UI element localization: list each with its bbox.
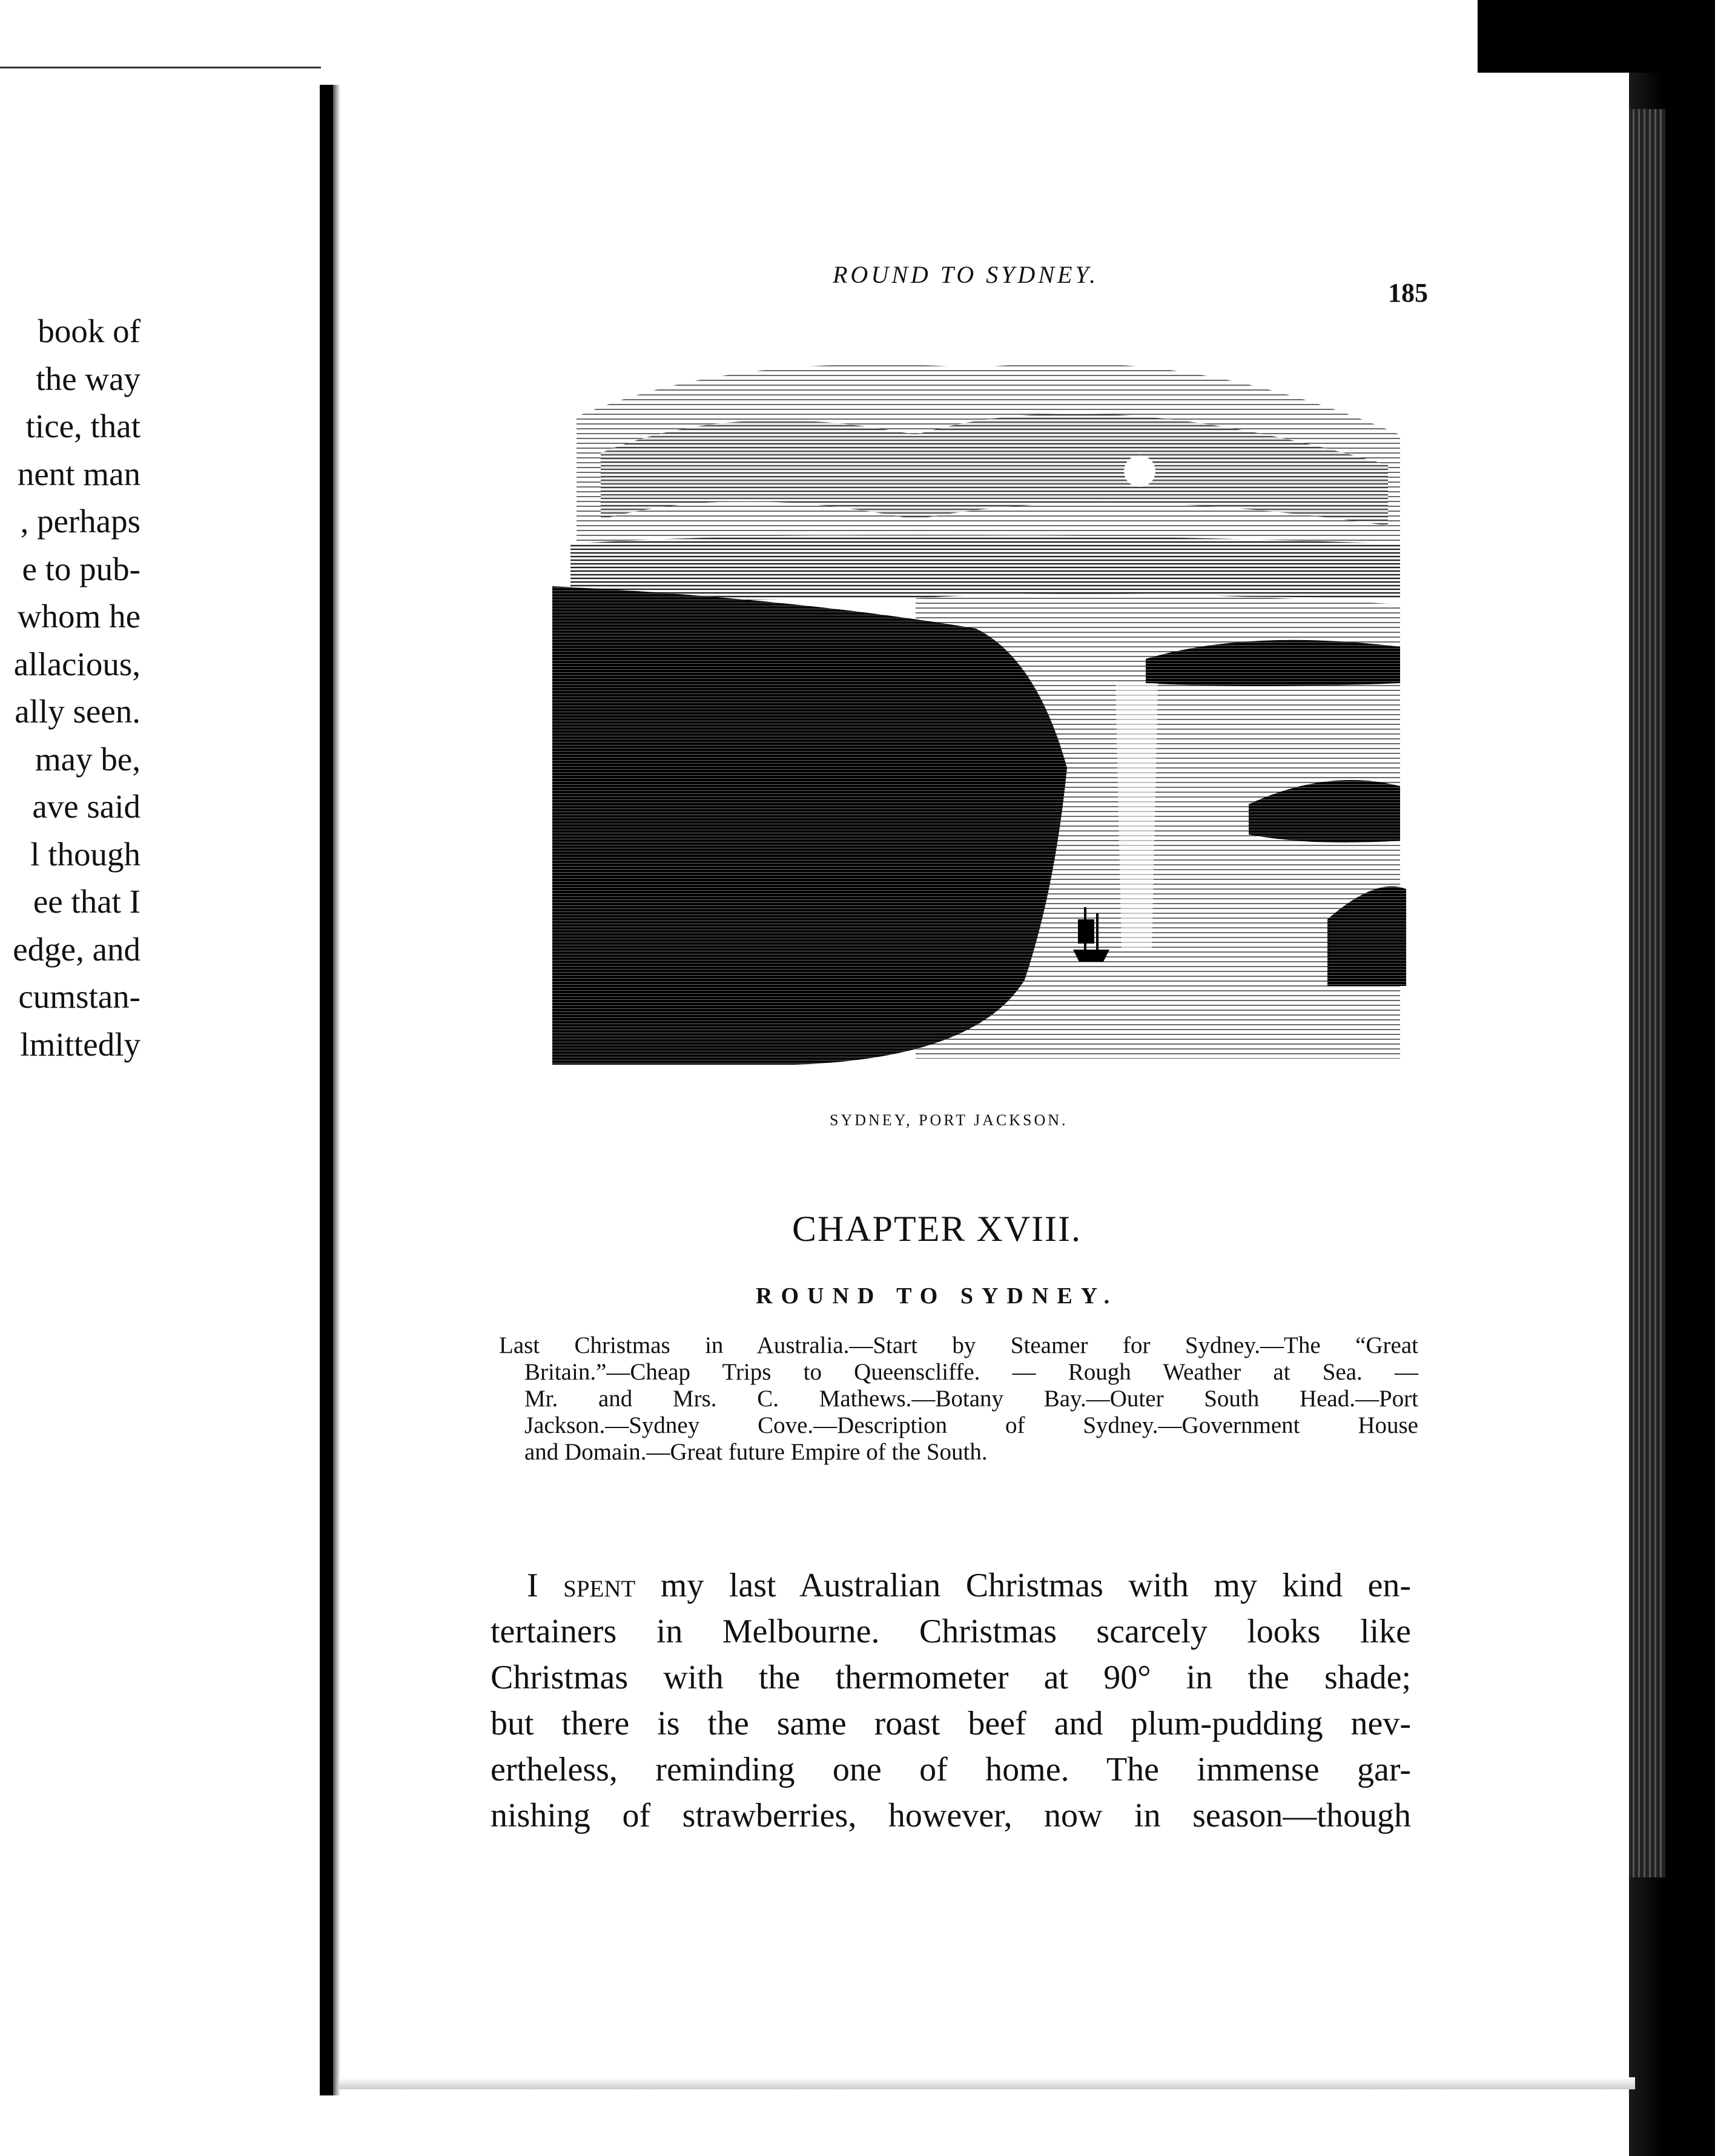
summary-line: and Domain.—Great future Empire of the South. xyxy=(524,1439,988,1465)
left-line: ally seen. xyxy=(15,693,140,730)
moon-reflection xyxy=(1115,683,1158,950)
left-line: allacious, xyxy=(13,645,140,683)
illustration-caption: SYDNEY, PORT JACKSON. xyxy=(830,1111,1068,1129)
left-line: e to pub- xyxy=(22,550,140,587)
book-gutter xyxy=(320,85,333,2095)
gutter-shadow xyxy=(333,85,340,2095)
left-line: edge, and xyxy=(13,930,140,968)
foreground-shore xyxy=(552,586,1067,1065)
scan-border xyxy=(1478,0,1715,73)
page-edges xyxy=(1629,109,1665,1877)
body-line: ertheless, reminding one of home. The immense gar- xyxy=(491,1751,1411,1788)
left-page-text xyxy=(0,308,140,1068)
chapter-title: ROUND TO SYDNEY. xyxy=(756,1283,1119,1309)
body-line: but there is the same roast beef and plum-pudding nev- xyxy=(491,1705,1411,1742)
summary-line: Mr. and Mrs. C. Mathews.—Botany Bay.—Outer South Head.—Port xyxy=(524,1386,1418,1412)
left-line: ee that I xyxy=(33,883,140,920)
left-line: tice, that xyxy=(25,408,140,445)
running-head: ROUND TO SYDNEY. xyxy=(833,261,1099,288)
page-number: 185 xyxy=(1388,278,1428,308)
left-line: book of xyxy=(38,312,140,349)
body-line xyxy=(491,1562,1411,1609)
left-line: lmittedly xyxy=(20,1025,140,1063)
body-line: tertainers in Melbourne. Christmas scarcely looks like xyxy=(491,1613,1411,1650)
left-line: may be, xyxy=(35,740,140,778)
body-text xyxy=(491,1562,1411,1839)
moon xyxy=(1124,455,1155,487)
left-line: ave said xyxy=(32,788,140,825)
left-page-edge xyxy=(0,67,321,68)
page-bottom-edge xyxy=(339,2077,1635,2089)
opening-line-rest: my last Australian Christmas with my kind en- xyxy=(635,1567,1411,1604)
opening-words: I spent xyxy=(527,1567,636,1604)
left-line: the way xyxy=(36,360,140,397)
summary-line: Last Christmas in Australia.—Start by Steamer for Sydney.—The “Great xyxy=(499,1332,1418,1358)
chapter-summary xyxy=(499,1332,1418,1466)
summary-line: Britain.”—Cheap Trips to Queenscliffe. — Rough Weather at Sea. — xyxy=(524,1359,1418,1385)
body-line: nishing of strawberries, however, now in season—though xyxy=(491,1797,1411,1834)
chapter-number: CHAPTER XVIII. xyxy=(792,1209,1082,1249)
harbour-engraving xyxy=(552,344,1411,1082)
left-line: nent man xyxy=(17,455,140,492)
left-line: whom he xyxy=(17,598,140,635)
summary-line: Jackson.—Sydney Cove.—Description of Sydney.—Government House xyxy=(524,1412,1418,1438)
body-line: Christmas with the thermometer at 90° in the shade; xyxy=(491,1659,1411,1696)
distant-city xyxy=(570,535,1400,604)
left-line: , perhaps xyxy=(20,503,140,540)
left-line: cumstan- xyxy=(18,978,140,1015)
left-line: l though xyxy=(30,835,140,873)
